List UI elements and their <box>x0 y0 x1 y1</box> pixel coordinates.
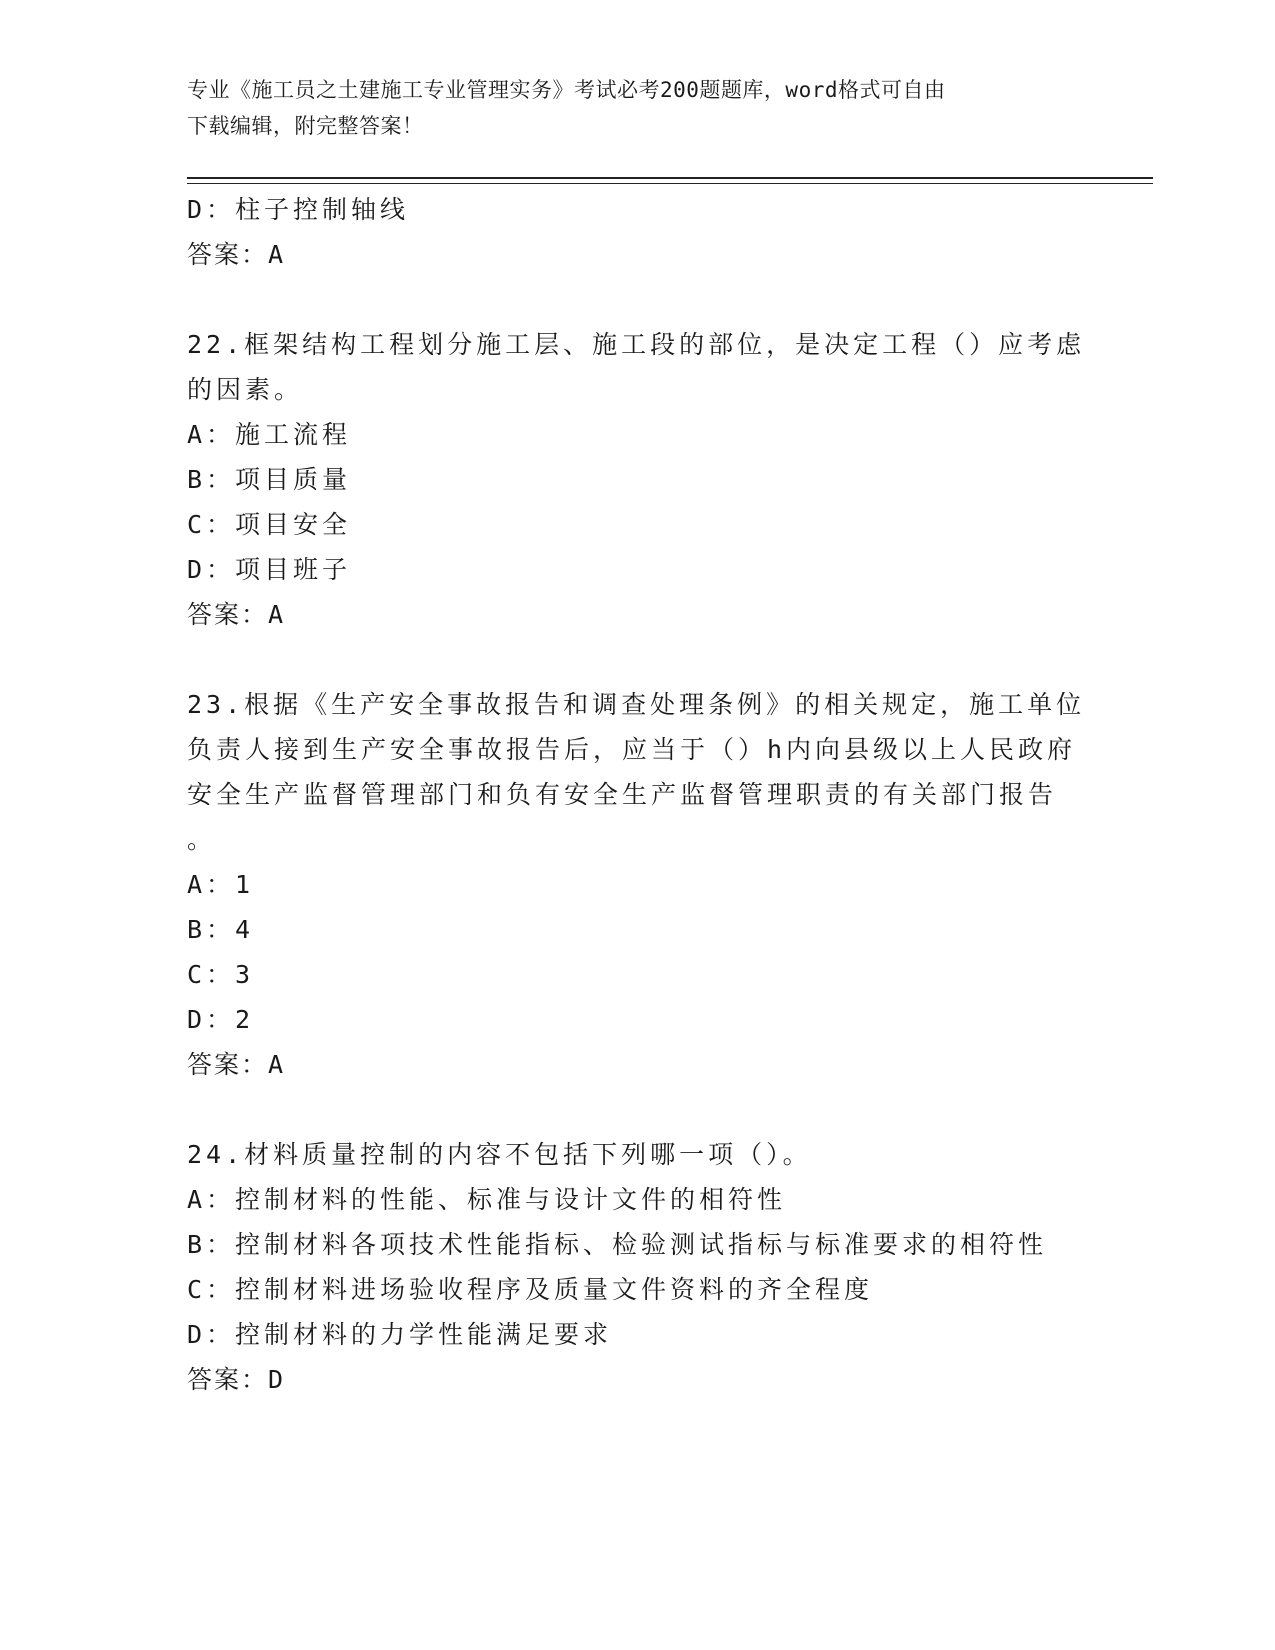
spacer <box>187 277 1153 322</box>
question-list <box>187 187 1153 1402</box>
q22-option-d: D：项目班子 <box>187 555 352 584</box>
q23-text-line-4: 。 <box>187 825 217 854</box>
q24-option-a: A：控制材料的性能、标准与设计文件的相符性 <box>187 1185 787 1214</box>
q23-option-b: B：4 <box>187 915 255 944</box>
header-divider <box>187 177 1153 184</box>
document-header <box>187 72 1087 144</box>
header-title-line-2: 下载编辑，附完整答案！ <box>187 114 424 138</box>
q22-text-line-2: 的因素。 <box>187 375 304 404</box>
q23-answer: 答案：A <box>187 1050 286 1079</box>
header-title-line-1: 专业《施工员之土建施工专业管理实务》考试必考200题题库，word格式可自由 <box>187 78 946 102</box>
q24-option-d: D：控制材料的力学性能满足要求 <box>187 1320 613 1349</box>
q22-option-c: C：项目安全 <box>187 510 352 539</box>
q23-option-d: D：2 <box>187 1005 255 1034</box>
q24-option-b: B：控制材料各项技术性能指标、检验测试指标与标准要求的相符性 <box>187 1230 1048 1259</box>
q22-option-a: A：施工流程 <box>187 420 352 449</box>
q23-text-line-2: 负责人接到生产安全事故报告后，应当于（）h内向县级以上人民政府 <box>187 735 1077 764</box>
q21-answer: 答案：A <box>187 240 286 269</box>
q22-text-line-1: 22.框架结构工程划分施工层、施工段的部位，是决定工程（）应考虑 <box>187 330 1086 359</box>
q23-text-line-3: 安全生产监督管理部门和负有安全生产监督管理职责的有关部门报告 <box>187 780 1058 809</box>
q23-option-c: C：3 <box>187 960 255 989</box>
spacer <box>187 1087 1153 1132</box>
q22-answer: 答案：A <box>187 600 286 629</box>
q23-text-line-1: 23.根据《生产安全事故报告和调查处理条例》的相关规定，施工单位 <box>187 690 1086 719</box>
q24-answer: 答案：D <box>187 1365 286 1394</box>
q24-text-line-1: 24.材料质量控制的内容不包括下列哪一项（）。 <box>187 1140 812 1169</box>
q21-option-d: D：柱子控制轴线 <box>187 195 410 224</box>
q22-option-b: B：项目质量 <box>187 465 352 494</box>
q24-option-c: C：控制材料进场验收程序及质量文件资料的齐全程度 <box>187 1275 874 1304</box>
spacer <box>187 637 1153 682</box>
q23-option-a: A：1 <box>187 870 255 899</box>
